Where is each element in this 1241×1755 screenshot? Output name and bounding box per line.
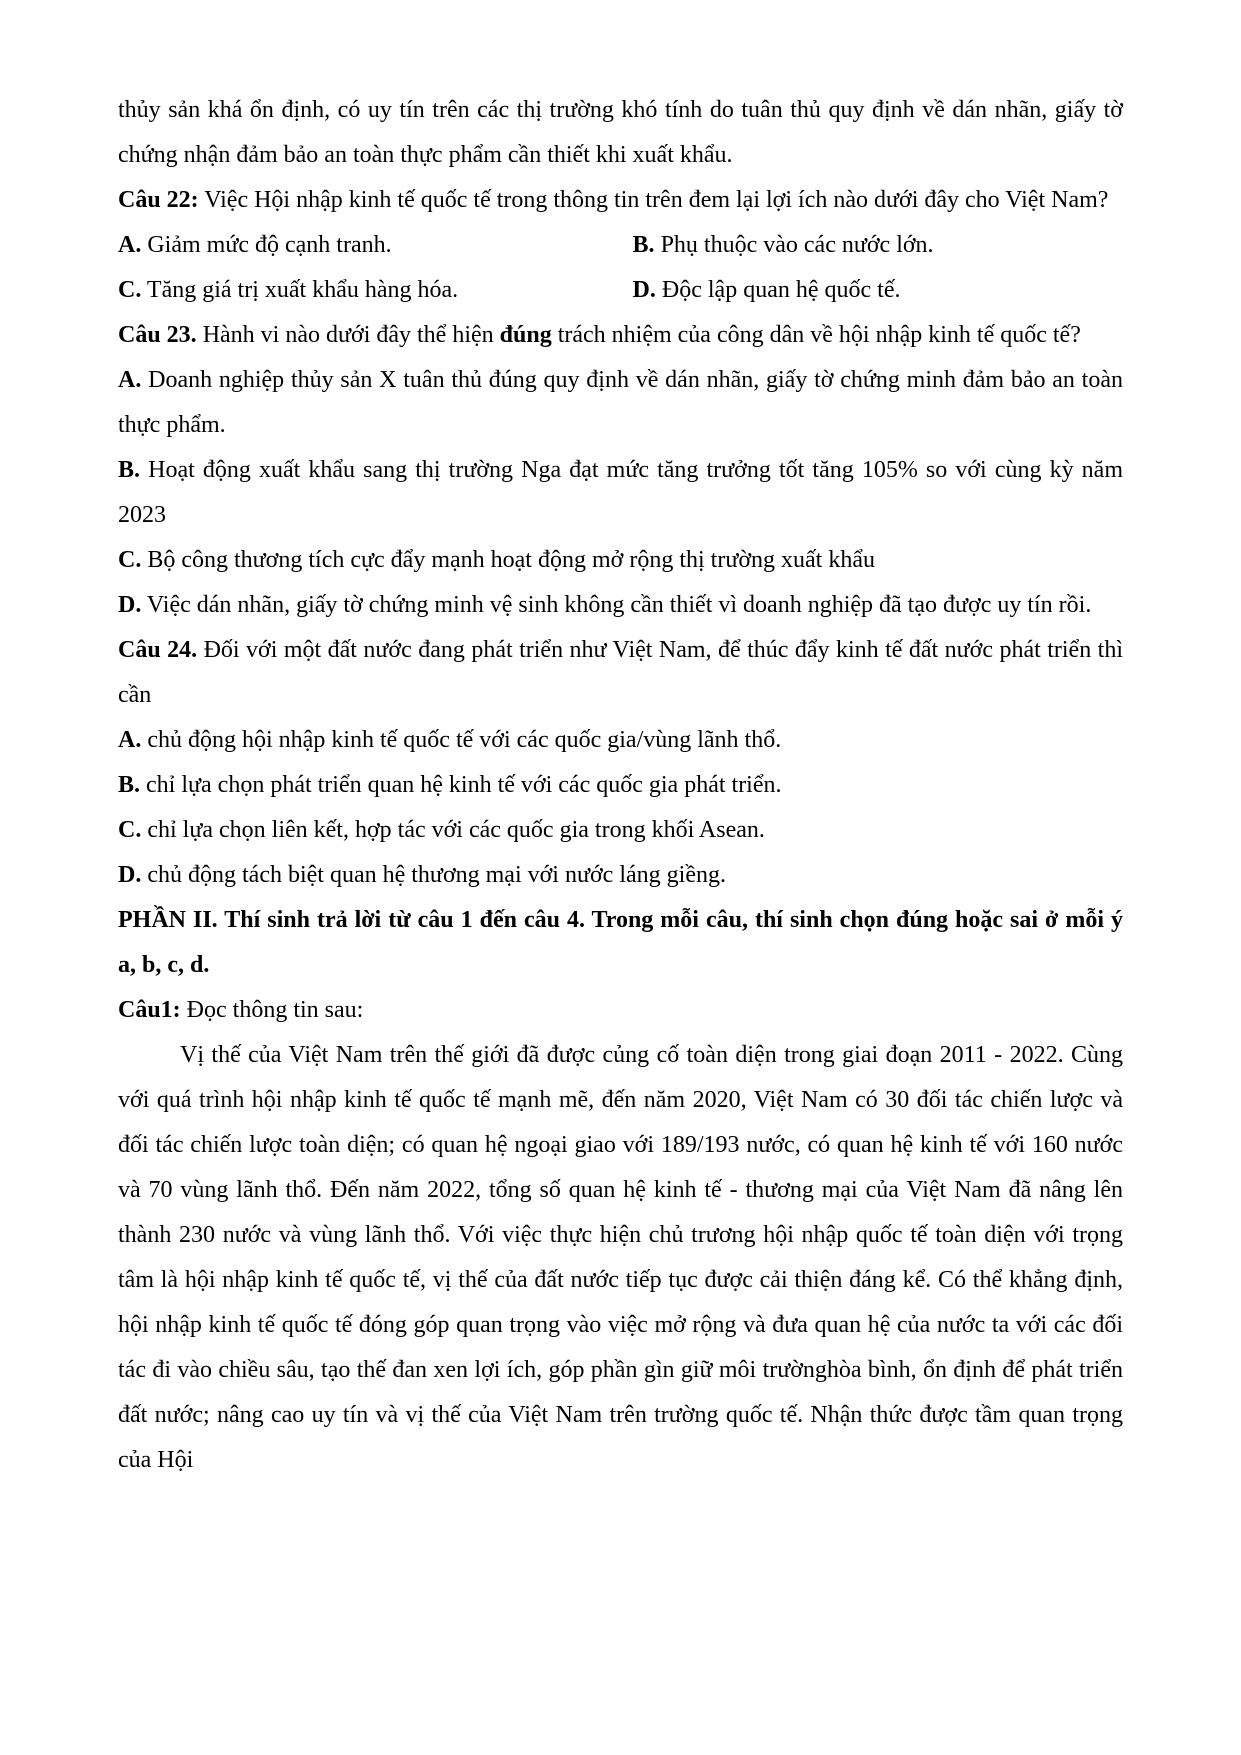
question-22: [118, 178, 1123, 223]
text: trách nhiệm của công dân về hội nhập kinh tế quốc tế?: [551, 322, 1081, 348]
bold-text: Câu 23.: [118, 322, 197, 348]
text: Việc dán nhãn, giấy tờ chứng minh vệ sinh không cần thiết vì doanh nghiệp đã tạo được uy tín rồi.: [141, 592, 1092, 618]
text: chủ động tách biệt quan hệ thương mại với nước láng giềng.: [141, 862, 726, 888]
question-22-options-row-1-right: [633, 223, 1123, 268]
bold-text: B.: [118, 772, 141, 798]
text: Giảm mức độ cạnh tranh.: [141, 232, 392, 258]
bold-text: C.: [118, 277, 142, 303]
bold-text: PHẦN II. Thí sinh trả lời từ câu 1 đến câu 4. Trong mỗi câu, thí sinh chọn đúng hoặc sai ở mỗi ý a, b, c, d.: [118, 907, 1123, 978]
question-22-options-row-2: [118, 268, 1123, 313]
text: chỉ lựa chọn phát triển quan hệ kinh tế với các quốc gia phát triển.: [140, 772, 782, 798]
text: Phụ thuộc vào các nước lớn.: [654, 232, 934, 258]
question-24-option-d: [118, 853, 1123, 898]
question-22-options-row-2-right: [633, 268, 1123, 313]
text: Bộ công thương tích cực đẩy mạnh hoạt động mở rộng thị trường xuất khẩu: [141, 547, 875, 573]
question-23-option-c: [118, 538, 1123, 583]
bold-text: C.: [118, 547, 142, 573]
question-23-option-a: [118, 358, 1123, 448]
question-24-option-b: [118, 763, 1123, 808]
question-22-options-row-2-left: [118, 268, 633, 313]
text: Tăng giá trị xuất khẩu hàng hóa.: [141, 277, 459, 303]
body-paragraph-continued: [118, 88, 1123, 178]
bold-text: A.: [118, 727, 142, 753]
reading-passage: [118, 1033, 1123, 1483]
text: Việc Hội nhập kinh tế quốc tế trong thông tin trên đem lại lợi ích nào dưới đây cho Việt Nam?: [198, 187, 1109, 213]
text: Hành vi nào dưới đây thể hiện: [196, 322, 500, 348]
question-22-options-row-1: [118, 223, 1123, 268]
bold-text: Câu 24.: [118, 637, 198, 663]
question-24: [118, 628, 1123, 718]
text: thủy sản khá ổn định, có uy tín trên các thị trường khó tính do tuân thủ quy định về dán nhãn, giấy tờ chứng nhận đảm bảo an toàn thực phẩm cần thiết khi xuất khẩu.: [118, 97, 1123, 168]
question-23: [118, 313, 1123, 358]
document-content: [118, 88, 1123, 1483]
section-ii-question-1: [118, 988, 1123, 1033]
bold-text: Câu1:: [118, 997, 181, 1023]
text: chỉ lựa chọn liên kết, hợp tác với các quốc gia trong khối Asean.: [141, 817, 765, 843]
text: Đọc thông tin sau:: [180, 997, 364, 1023]
bold-text: D.: [118, 592, 142, 618]
question-23-option-d: [118, 583, 1123, 628]
bold-text: A.: [118, 367, 142, 393]
text: Doanh nghiệp thủy sản X tuân thủ đúng quy định về dán nhãn, giấy tờ chứng minh đảm bảo an toàn thực phẩm.: [118, 367, 1123, 438]
text: Độc lập quan hệ quốc tế.: [655, 277, 901, 303]
bold-text: B.: [118, 457, 141, 483]
question-22-options-row-1-left: [118, 223, 633, 268]
bold-text: D.: [632, 277, 656, 303]
question-24-option-c: [118, 808, 1123, 853]
question-24-option-a: [118, 718, 1123, 763]
bold-text: A.: [118, 232, 142, 258]
bold-text: B.: [632, 232, 655, 258]
section-ii-heading: [118, 898, 1123, 988]
question-23-option-b: [118, 448, 1123, 538]
text: Hoạt động xuất khẩu sang thị trường Nga đạt mức tăng trưởng tốt tăng 105% so với cùng kỳ năm 2023: [118, 457, 1123, 528]
bold-text: D.: [118, 862, 142, 888]
bold-text: Câu 22:: [118, 187, 199, 213]
text: Vị thế của Việt Nam trên thế giới đã được củng cố toàn diện trong giai đoạn 2011 - 2022. Cùng với quá trình hội nhập kinh tế quốc tế mạnh mẽ, đến năm 2020, Việt Nam có 30 đối tác chiến lược và đối tác chiến lược toàn diện; có quan hệ ngoại giao với 189/193 nước, có quan hệ kinh tế với 160 nước và 70 vùng lãnh thổ. Đến năm 2022, tổng số quan hệ kinh tế - thương mại của Việt Nam đã nâng lên thành 230 nước và vùng lãnh thổ. Với việc thực hiện chủ trương hội nhập quốc tế toàn diện với trọng tâm là hội nhập kinh tế quốc tế, vị thế của đất nước tiếp tục được cải thiện đáng kể. Có thể khẳng định, hội nhập kinh tế quốc tế đóng góp quan trọng vào việc mở rộng và đưa quan hệ của nước ta với các đối tác đi vào chiều sâu, tạo thế đan xen lợi ích, góp phần gìn giữ môi trườnghòa bình, ổn định để phát triển đất nước; nâng cao uy tín và vị thế của Việt Nam trên trường quốc tế. Nhận thức được tầm quan trọng của Hội: [118, 1042, 1123, 1473]
text: chủ động hội nhập kinh tế quốc tế với các quốc gia/vùng lãnh thổ.: [141, 727, 782, 753]
bold-text: C.: [118, 817, 142, 843]
text: Đối với một đất nước đang phát triển như Việt Nam, để thúc đẩy kinh tế đất nước phát triển thì cần: [118, 637, 1123, 708]
bold-text: đúng: [499, 322, 552, 348]
